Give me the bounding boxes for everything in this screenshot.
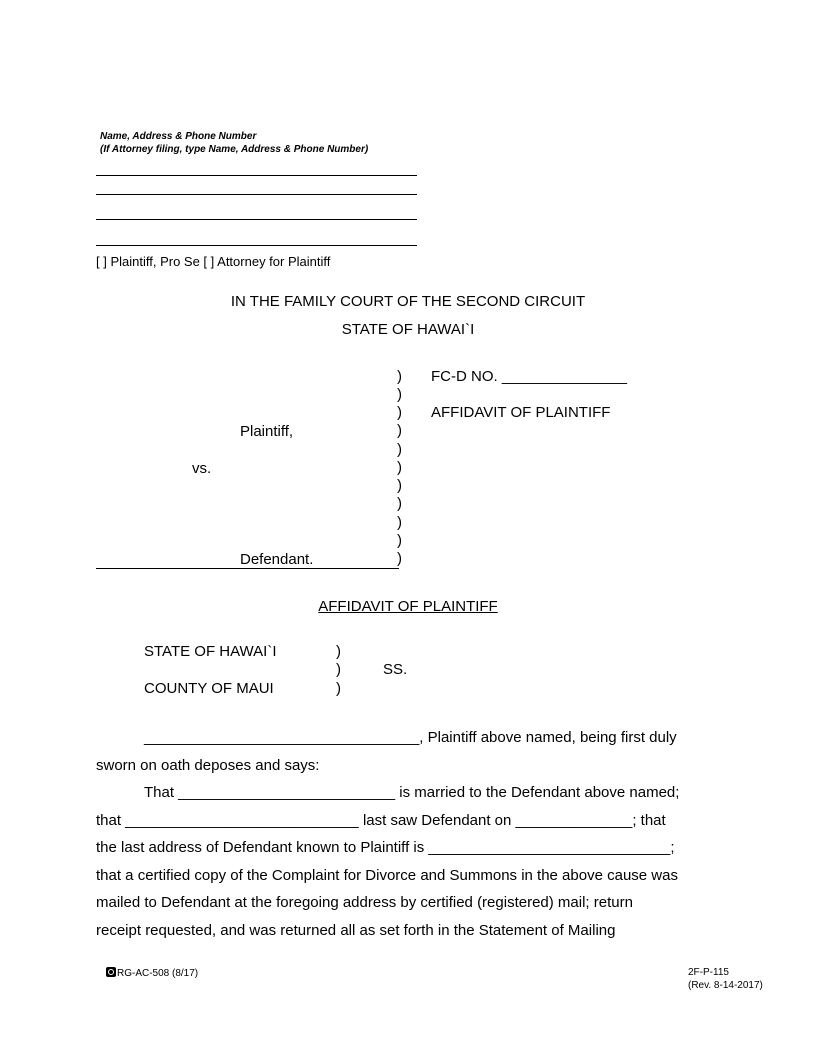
caption-paren: ) — [397, 404, 402, 421]
caption-paren: ) — [397, 459, 402, 476]
footer-form-id-text: RG-AC-508 (8/17) — [117, 968, 199, 979]
caption-paren: ) — [397, 422, 402, 439]
venue-paren: ) — [336, 661, 341, 678]
venue-county: COUNTY OF MAUI — [144, 680, 274, 697]
accessibility-icon — [106, 967, 116, 977]
caption-paren: ) — [397, 368, 402, 385]
filer-line-3[interactable] — [96, 219, 417, 220]
footer-revision: (Rev. 8-14-2017) — [688, 980, 763, 991]
case-number-field[interactable]: FC-D NO. _______________ — [431, 368, 627, 385]
defendant-label: Defendant. — [240, 551, 314, 568]
caption-paren: ) — [397, 495, 402, 512]
body-line-2: sworn on oath deposes and says: — [96, 757, 320, 774]
venue-ss: SS. — [383, 661, 408, 678]
venue-paren: ) — [336, 643, 341, 660]
body-line-6: that a certified copy of the Complaint for Divorce and Summons in the above cause was — [96, 867, 678, 884]
filer-line-1[interactable] — [96, 175, 417, 176]
filer-line-4[interactable] — [96, 245, 417, 246]
court-name: IN THE FAMILY COURT OF THE SECOND CIRCUIT — [230, 293, 586, 310]
document-title: AFFIDAVIT OF PLAINTIFF — [431, 404, 611, 421]
caption-paren: ) — [397, 386, 402, 403]
footer-form-id — [106, 967, 198, 979]
body-line-4[interactable]: that ____________________________ last saw Defendant on ______________; that — [96, 812, 666, 829]
caption-paren: ) — [397, 532, 402, 549]
body-line-8: receipt requested, and was returned all as set forth in the Statement of Mailing — [96, 922, 616, 939]
affidavit-title: AFFIDAVIT OF PLAINTIFF — [318, 598, 498, 615]
caption-paren: ) — [397, 477, 402, 494]
filer-type-checkboxes[interactable]: [ ] Plaintiff, Pro Se [ ] Attorney for Plaintiff — [96, 254, 331, 269]
caption-paren: ) — [397, 550, 402, 567]
versus-label: vs. — [192, 460, 212, 477]
defendant-line[interactable] — [96, 568, 399, 569]
filer-line-2[interactable] — [96, 194, 417, 195]
body-line-5[interactable]: the last address of Defendant known to Plaintiff is _____________________________; — [96, 839, 675, 856]
body-line-3[interactable]: That __________________________ is married to the Defendant above named; — [144, 784, 680, 801]
caption-paren: ) — [397, 441, 402, 458]
body-line-1[interactable]: _________________________________, Plaintiff above named, being first duly — [144, 729, 677, 746]
venue-paren: ) — [336, 680, 341, 697]
footer-form-number: 2F-P-115 — [688, 967, 729, 978]
court-state: STATE OF HAWAI`I — [341, 321, 475, 338]
body-line-7: mailed to Defendant at the foregoing address by certified (registered) mail; return — [96, 894, 633, 911]
plaintiff-label: Plaintiff, — [240, 423, 294, 440]
filer-info-instruction: (If Attorney filing, type Name, Address & Phone Number) — [100, 144, 369, 155]
filer-info-label: Name, Address & Phone Number — [100, 131, 257, 142]
caption-paren: ) — [397, 514, 402, 531]
venue-state: STATE OF HAWAI`I — [144, 643, 277, 660]
